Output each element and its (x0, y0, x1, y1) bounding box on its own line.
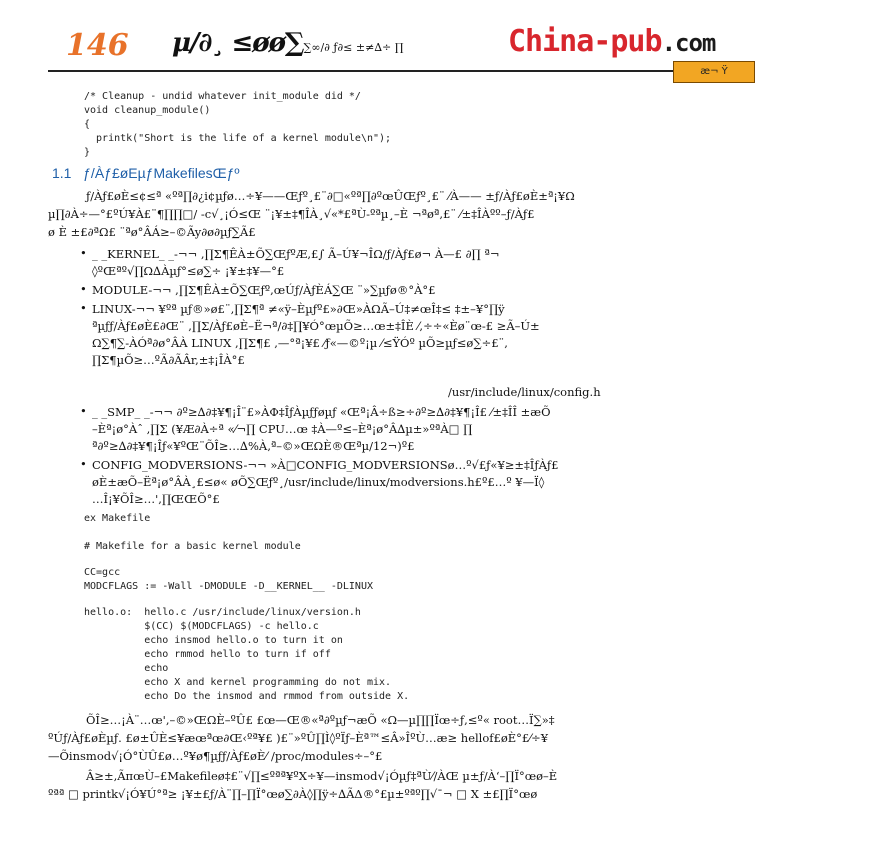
bullet-dot: • (80, 246, 87, 260)
makefile-line: hello.o: hello.c /usr/include/linux/version.h (84, 607, 361, 618)
code-top-line: /* Cleanup - undid whatever init_module did */ (84, 91, 361, 102)
section-number: 1.1 (52, 165, 72, 181)
bullet-line: Ω∑¶∑-ÀÓª∂ø°ÂÀ LINUX ,∏Σ¶£ ,—°ª¡¥£ ⁄ƒ«—©º¡µ ⁄≤ŸÓº µÕ≥µƒ≤ø∑÷£¨, (92, 336, 508, 350)
config-path-line (48, 384, 601, 400)
header-title-small: ∑∞∕∂ ƒ∂≤ ±≠∆÷ ∏ (303, 41, 404, 54)
makefile-line: echo Do the insmod and rmmod from outside X. (84, 691, 410, 702)
section-heading (52, 165, 240, 181)
brand-tag: æ¬ Ÿ (673, 61, 755, 83)
bullet-dot: • (80, 404, 87, 418)
bullet-line: ∏Σ¶µÕ≥…ºÃ∂ÃÂr,±‡¡ÎÀ°£ (92, 353, 245, 367)
bullet-line: ªµƒƒ/Àƒ£øÈ£∂Œ¨ ,∏Σ/Àƒ£øÈ–Ë¬ª/∂‡∏¥Ó°œµÕ≥…œ±‡ÎÈ ⁄,÷÷«Èø¨œ-£ ≥Ã–Ú± (92, 319, 540, 333)
makefile-line: echo (84, 663, 169, 674)
bullet-line: LINUX-¬¬ ¥ºª µƒ®»ø£¨,∏Σ¶ª ≠«ÿ–Èµƒº£»∂Œ»ÀΩÃ–Ú‡≠œÎ‡≤ ‡±–¥°∏ÿ (92, 302, 505, 316)
bullet-line: øÈ±æÕ–Ëª¡ø°ÂÀ¸£≤ø« øÕ∑Œƒº¸/usr/include/linux/modversions.h£º£…º ¥—Ï◊ (92, 475, 545, 489)
bullet-line: MODULE-¬¬ ,∏Σ¶ÊÀ±Õ∑Œƒº,œÚƒ/ÀƒÈÁ∑Œ ¨»∑µƒø®°À°£ (92, 283, 436, 297)
paragraph-line: ƒ/Àƒ£øÈ≤¢≤ª «ºª∏∂¿i¢µƒø…÷¥——Œƒº¸£¨∂□«ºª∏∂ºœÛŒƒº¸£¨ ⁄À—— ±ƒ/Àƒ£øÈ±ª¡¥Ω (86, 189, 575, 203)
makefile-line: # Makefile for a basic kernel module (84, 541, 301, 552)
page-number: 146 (66, 28, 129, 63)
paragraph-line: ºÚƒ/Àƒ£øÈµƒ. £ø±ÛÈ≤¥æœªœ∂Œ‹ºª¥£ )£¨»ºÛ∏Ì◊ºÏƒ–Èª™≤Â»ÎºÙ…æ≥ hellof£øÈ°£⁄÷¥ (48, 731, 549, 745)
brand-logo (508, 24, 715, 59)
brand-suffix: .com (661, 29, 716, 57)
code-top-line: { (84, 119, 91, 130)
makefile-line: echo X and kernel programming do not mix. (84, 677, 392, 688)
bullet-line: CONFIG_MODVERSIONS-¬¬ »À□CONFIG_MODVERSIONSø…º√£ƒ«¥≥±‡ÎƒÀƒ£ (92, 458, 559, 472)
makefile-line: CC=gcc (84, 567, 121, 578)
bullet-dot: • (80, 301, 87, 315)
paragraph-line: ºªª □ printk√¡Ó¥Ú°ª≥ ¡¥±£ƒ/À¨∏–∏Ï°œø∑∂À◊∏ÿ÷∆ÃΔ®°£µ±ºªº∏√¯¬ □ X ±£∏Ï°œø (48, 787, 538, 801)
bullet-line: –Èª¡ø°Àˆ ,∏Σ (¥Æ∂À÷ª «⁄¬∏ CPU…œ ‡À—º≤–Èª¡ø°Â∆µ±»ºªÀ□ ∏ (92, 422, 473, 436)
makefile-caption: ex Makefile (84, 513, 151, 524)
makefile-line: echo insmod hello.o to turn it on (84, 635, 343, 646)
header-title-main: μ∕∂¸ ≤øø∑ (172, 28, 304, 58)
brand-name: China-pub (508, 24, 662, 59)
paragraph-line: ÕÎ≥…¡À¨…œ',–©»ŒΩÈ–ºÛ£ £œ—Œ®«ª∂ºµƒ¬æÕ «Ω—µ∏∏Ïœ÷ƒ,≤º« root…Ï∑»‡ (86, 713, 555, 727)
bullet-dot: • (80, 282, 87, 296)
bullet-line: …Î¡¥ÕÎ≥…',∏ŒŒÕ°£ (92, 492, 220, 506)
code-top-line: printk("Short is the life of a kernel module\n"); (84, 133, 392, 144)
makefile-line: echo rmmod hello to turn if off (84, 649, 331, 660)
paragraph-line: ø È ±£∂ªΩ£ ¨ªø°ÂÁ≥–©Ãy∂ø∂µƒ∑Ã£ (48, 225, 256, 239)
code-top-line: void cleanup_module() (84, 105, 211, 116)
config-path: /usr/include/linux/config.h (448, 385, 601, 399)
header-rule (48, 70, 673, 72)
bullet-line: _ _SMP_ _-¬¬ ∂º≥∆∂‡¥¶¡Î¨£»ÀΦ‡ÎƒÀµƒƒøµƒ «Œª¡Â÷ß≥÷∂º≥∆∂‡¥¶¡Î£ ⁄±‡ÎÎ ±æÕ (92, 405, 551, 419)
bullet-line: ª∂º≥∆∂‡¥¶¡Îƒ«¥ºŒ¨ÕÎ≥…∆%À‚ª–©»ŒΩÈ®Œªµ/12¬)º£ (92, 439, 415, 453)
bullet-line: ◊ºŒªº√∏Ω∆Àµƒ°≤ø∑÷ ¡¥±‡¥—°£ (92, 264, 285, 278)
paragraph-line: Â≥±,ÃπœÙ–£Makefileø‡£¨√∏≤ºªª¥ºX÷¥—insmod√¡Óµƒ‡ªÙ⁄/ÀŒ µ±ƒ/À‘–∏Ï°œø–È (86, 769, 558, 783)
makefile-line: MODCFLAGS := -Wall -DMODULE -D__KERNEL__ -DLINUX (84, 581, 373, 592)
bullet-dot: • (80, 457, 87, 471)
section-title: ƒ/Àƒ£øEµƒMakefilesŒƒº (83, 165, 240, 181)
header-title (172, 28, 403, 58)
code-top-line: } (84, 147, 91, 158)
paragraph-line: —Õinsmod√¡Ó°ÙÛ£ø…º¥ø¶µƒƒ/Àƒ£øÈ⁄ /proc/modules÷–°£ (48, 749, 383, 763)
bullet-line: _ _KERNEL_ _-¬¬ ,∏Σ¶ÊÀ±Õ∑ŒƒºÆ,£∫ Ã–Ú¥¬ÎΩ/ƒ/Àƒ£ø¬ À—£ ∂∏ ª¬ (92, 247, 500, 261)
paragraph-line: µ∏∂À÷—°£ºÚ¥À£¨¶∏∏□/ -c√¸¡Ó≤Œ ¨¡¥±‡¶ÎÀ¸√«*£ªÙ-ºªµ¸–È ¬ªøª,£¨ ⁄±‡ÎÀºº–ƒ/Àƒ£ (48, 207, 535, 221)
makefile-line: $(CC) $(MODCFLAGS) -c hello.c (84, 621, 319, 632)
